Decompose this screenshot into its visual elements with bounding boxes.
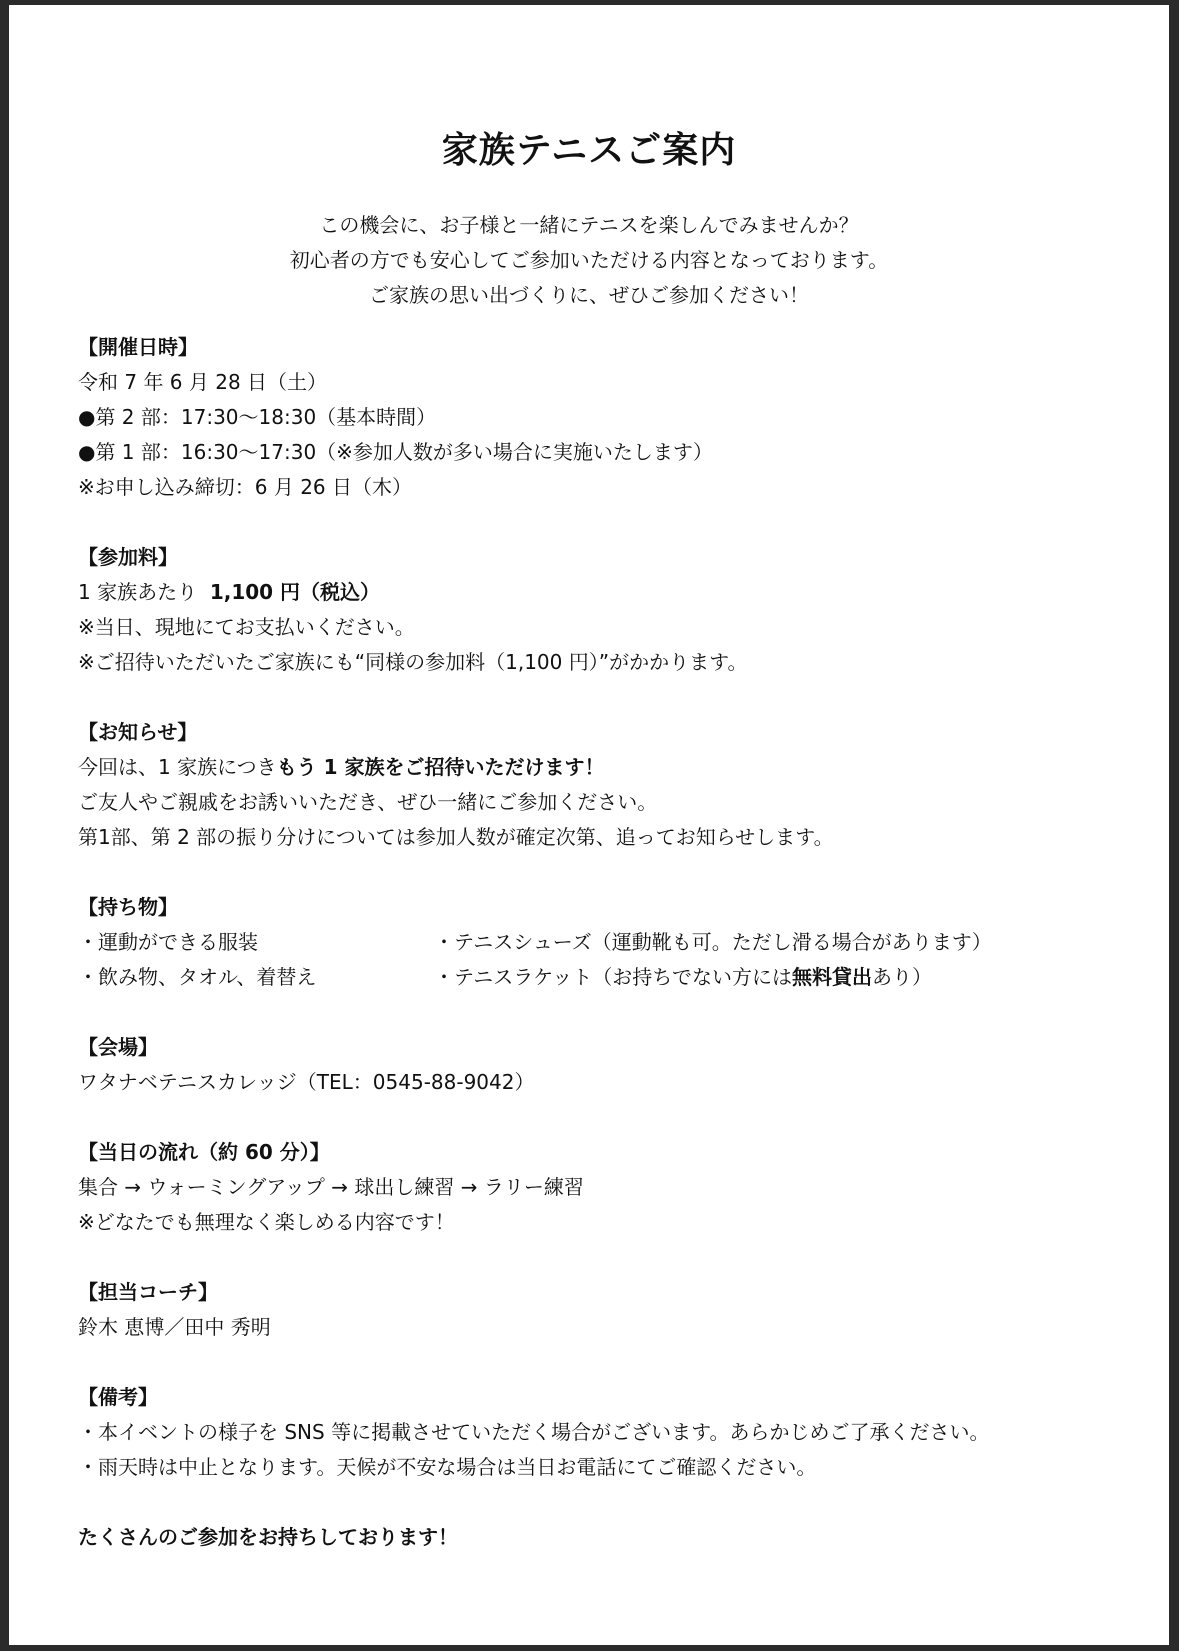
item-racket bbox=[434, 960, 932, 995]
item-drinks: ・飲み物、タオル、着替え bbox=[78, 965, 317, 989]
section-heading-notice: 【お知らせ】 bbox=[78, 720, 198, 744]
item-racket-suffix: あり） bbox=[872, 965, 932, 989]
item-racket-prefix: ・テニスラケット（お持ちでない方には bbox=[434, 965, 792, 989]
section-heading-coach: 【担当コーチ】 bbox=[78, 1280, 218, 1304]
flow-steps: 集合 → ウォーミングアップ → 球出し練習 → ラリー練習 bbox=[78, 1175, 584, 1199]
fee-payment-note: ※当日、現地にてお支払いください。 bbox=[78, 615, 415, 639]
section-heading-items: 【持ち物】 bbox=[78, 895, 178, 919]
fee-invite-note: ※ご招待いただいたご家族にも“同様の参加料（1,100 円）”がかかります。 bbox=[78, 650, 748, 674]
section-heading-venue: 【会場】 bbox=[78, 1035, 158, 1059]
remarks-rain: ・雨天時は中止となります。天候が不安な場合は当日お電話にてご確認ください。 bbox=[78, 1455, 817, 1479]
section-heading-remarks: 【備考】 bbox=[78, 1385, 158, 1409]
section-heading-fee: 【参加料】 bbox=[78, 545, 178, 569]
intro-line: 初心者の方でも安心してご参加いただける内容となっております。 bbox=[289, 248, 889, 272]
notice-invite-line bbox=[78, 750, 1138, 785]
closing-message: たくさんのご参加をお持ちしております！ bbox=[78, 1525, 458, 1549]
intro-line: この機会に、お子様と一緒にテニスを楽しんでみませんか？ bbox=[319, 213, 859, 237]
item-racket-free-rental: 無料貸出 bbox=[792, 965, 872, 989]
notice-prefix: 今回は、1 家族につき bbox=[78, 755, 277, 779]
notice-line-3: 第1部、第 2 部の振り分けについては参加人数が確定次第、追ってお知らせします。 bbox=[78, 825, 834, 849]
remarks-sns: ・本イベントの様子を SNS 等に掲載させていただく場合がございます。あらかじめご了承ください。 bbox=[78, 1420, 990, 1444]
fee-prefix: 1 家族あたり bbox=[78, 580, 198, 604]
venue-name: ワタナベテニスカレッジ（TEL：0545-88-9042） bbox=[78, 1070, 535, 1094]
document-body bbox=[78, 330, 1138, 1555]
section-heading-schedule: 【開催日時】 bbox=[78, 335, 198, 359]
items-row bbox=[78, 925, 1138, 960]
schedule-part2: ●第 2 部：17:30～18:30（基本時間） bbox=[78, 405, 437, 429]
item-clothes: ・運動ができる服装 bbox=[78, 930, 258, 954]
schedule-part1: ●第 1 部：16:30～17:30（※参加人数が多い場合に実施いたします） bbox=[78, 440, 713, 464]
coach-names: 鈴木 恵博／田中 秀明 bbox=[78, 1315, 271, 1339]
intro-block bbox=[9, 208, 1169, 313]
schedule-deadline: ※お申し込み締切：6 月 26 日（木） bbox=[78, 475, 413, 499]
page-title: 家族テニスご案内 bbox=[441, 130, 737, 171]
schedule-date: 令和 7 年 6 月 28 日（土） bbox=[78, 370, 328, 394]
flow-note: ※どなたでも無理なく楽しめる内容です！ bbox=[78, 1210, 455, 1234]
document-page bbox=[9, 5, 1169, 1645]
notice-line-2: ご友人やご親戚をお誘いいただき、ぜひ一緒にご参加ください。 bbox=[78, 790, 658, 814]
fee-amount: 1,100 円（税込） bbox=[209, 580, 381, 604]
fee-line-amount bbox=[78, 575, 1138, 610]
intro-line: ご家族の思い出づくりに、ぜひご参加ください！ bbox=[369, 283, 809, 307]
items-row bbox=[78, 960, 1138, 995]
item-shoes: ・テニスシューズ（運動靴も可。ただし滑る場合があります） bbox=[434, 930, 992, 954]
notice-bold: もう 1 家族をご招待いただけます！ bbox=[276, 755, 605, 779]
section-heading-flow: 【当日の流れ（約 60 分）】 bbox=[78, 1140, 330, 1164]
